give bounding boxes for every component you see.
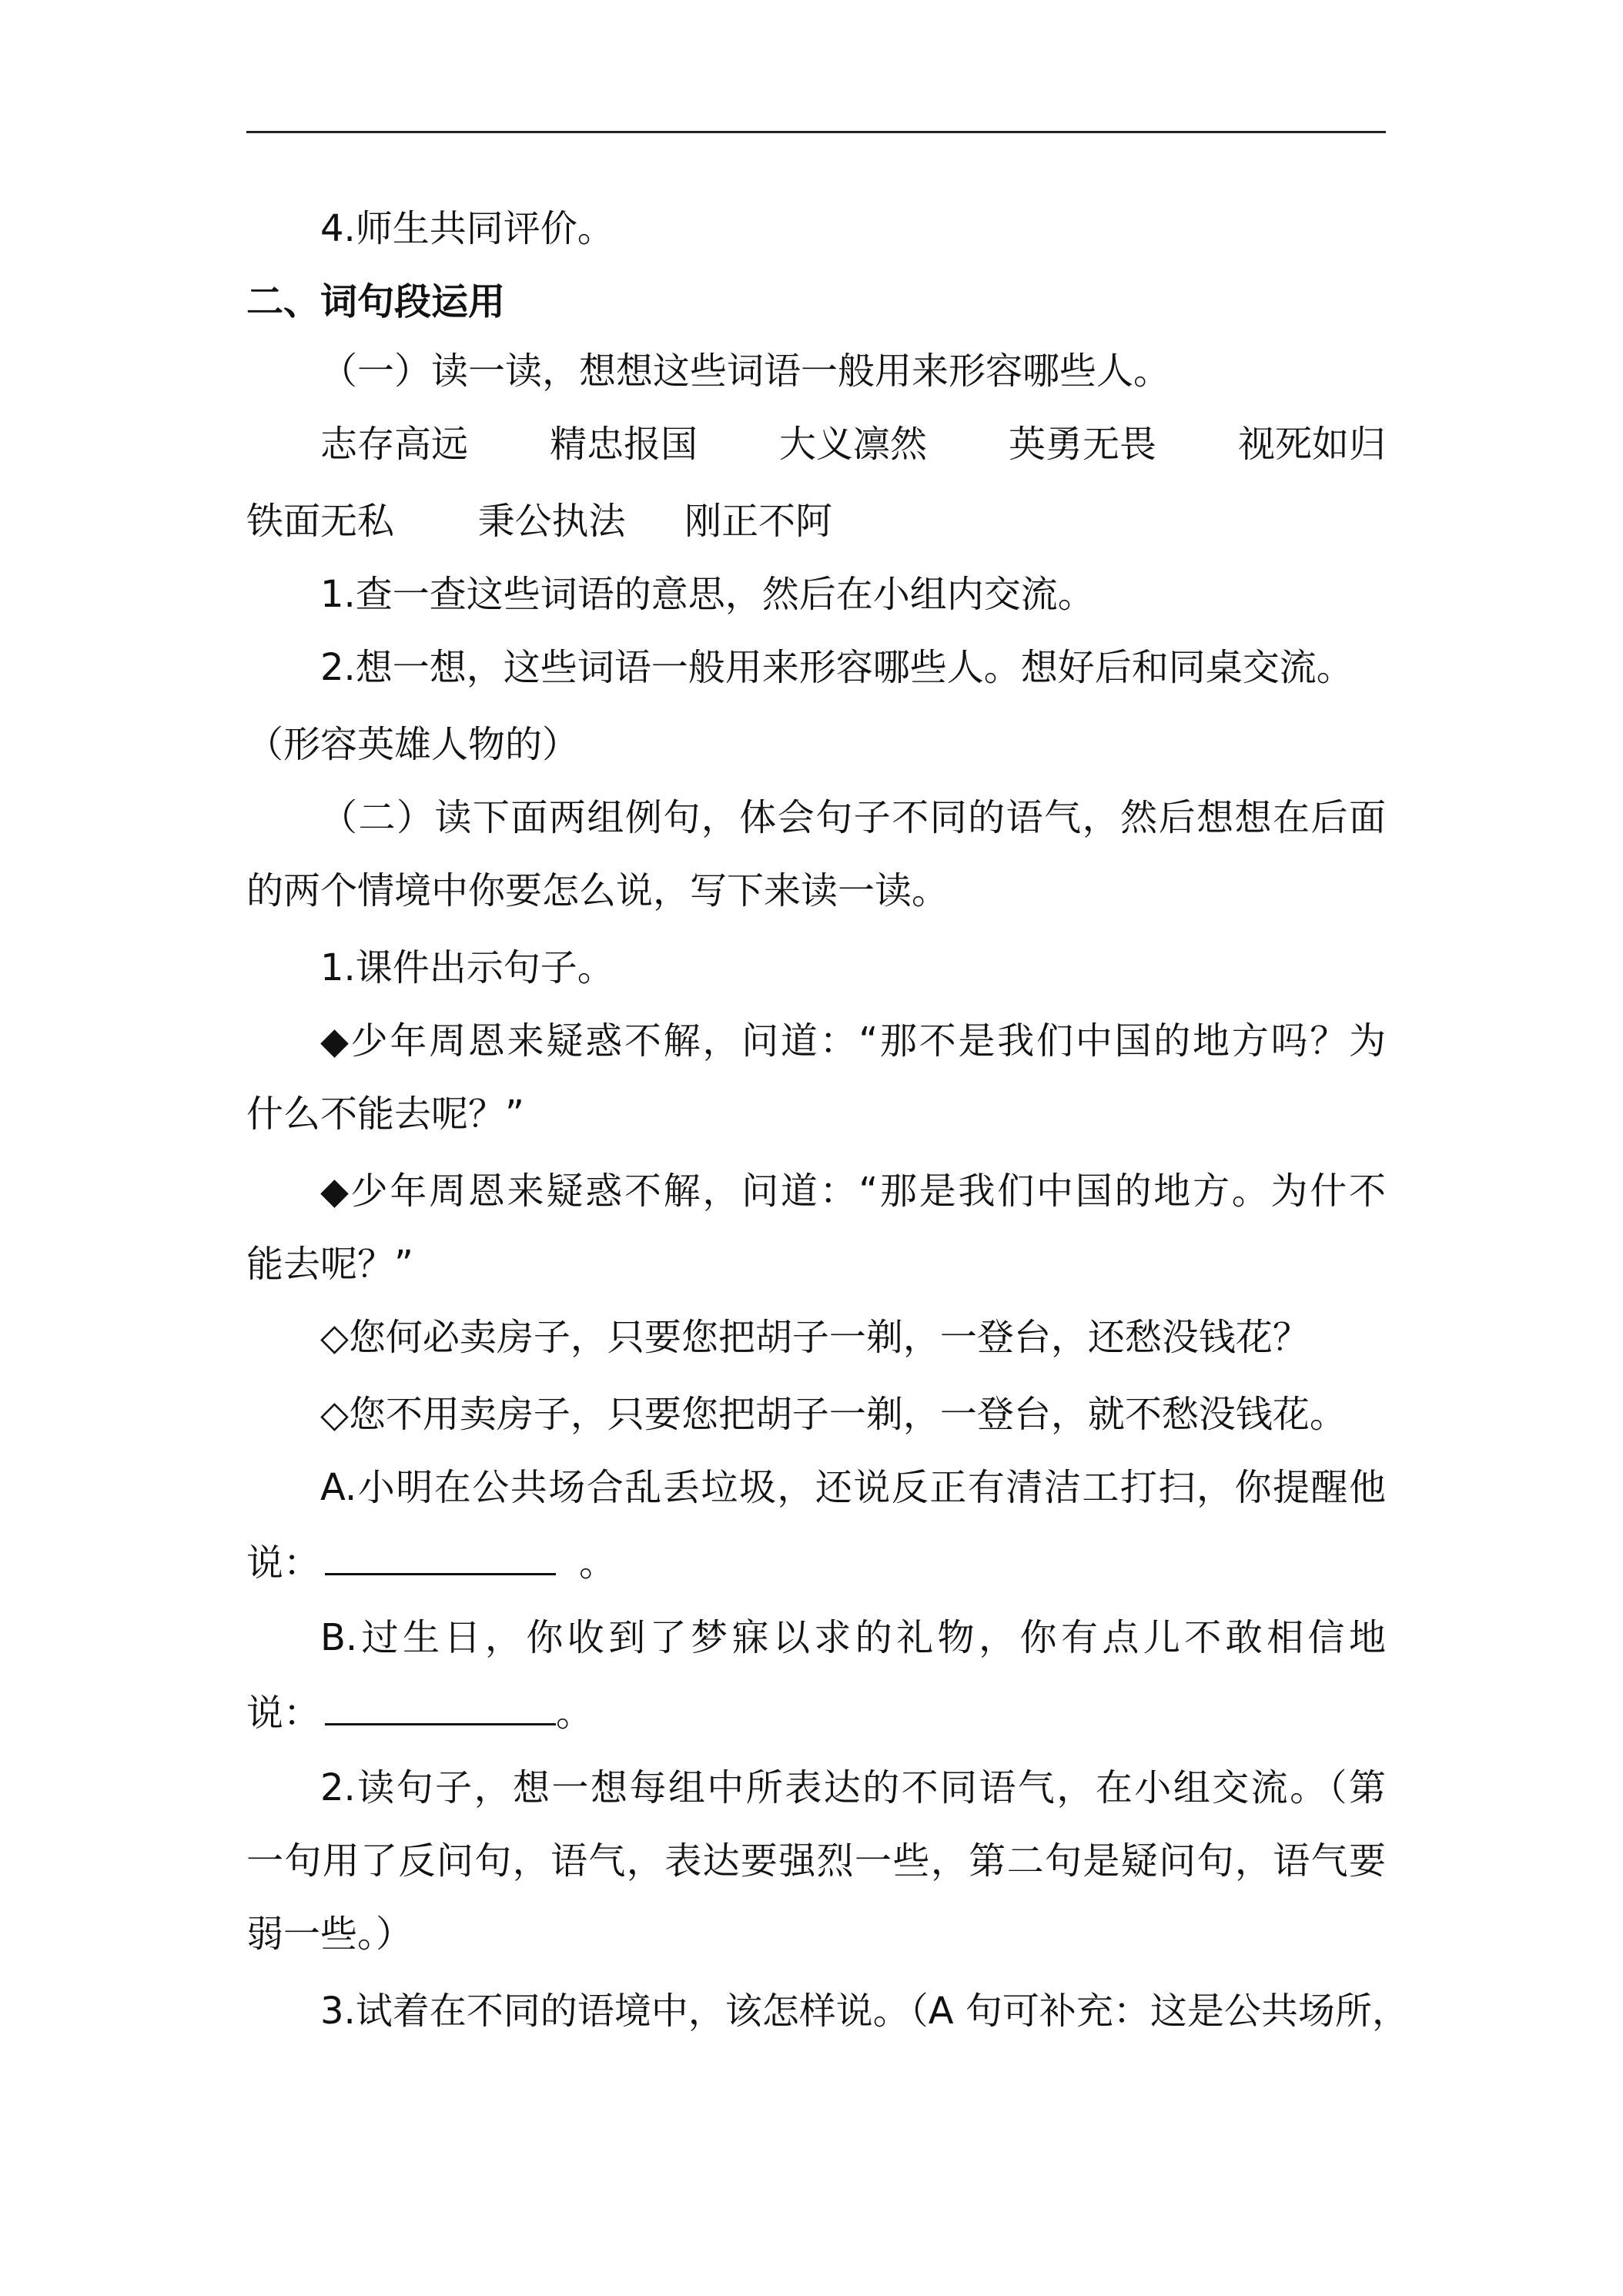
answer-blank-b[interactable] xyxy=(325,1686,556,1725)
task-2-answer: （形容英雄人物的） xyxy=(246,723,580,766)
word-item: 精忠报国 xyxy=(549,423,698,466)
word-item: 志存高远 xyxy=(320,423,469,466)
scenario-a-answer-line xyxy=(246,1536,1386,1585)
scenario-b-answer-line xyxy=(246,1686,1386,1735)
word-list-row-1 xyxy=(246,420,1386,469)
step-2: 2.读句子，想一想每组中所表达的不同语气，在小组交流。（第 xyxy=(320,1766,1386,1809)
header-rule xyxy=(246,131,1386,133)
answer-prefix: 说： xyxy=(246,1692,321,1735)
subsection-2-title-a: （二）读下面两组例句，体会句子不同的语气，然后想想在后面 xyxy=(320,796,1386,839)
example-2b: ◇您不用卖房子，只要您把胡子一剃，一登台，就不愁没钱花。 xyxy=(320,1393,1347,1436)
item-4-evaluation: 4.师生共同评价。 xyxy=(320,207,614,250)
example-1a: ◆少年周恩来疑惑不解，问道：“那不是我们中国的地方吗？为 xyxy=(320,1019,1386,1063)
scenario-b: B.过生日，你收到了梦寐以求的礼物，你有点儿不敢相信地 xyxy=(320,1616,1386,1659)
word-item: 刚正不阿 xyxy=(684,500,833,543)
subsection-2-title-b: 的两个情境中你要怎么说，写下来读一读。 xyxy=(246,869,949,912)
word-item: 大义凛然 xyxy=(778,423,927,466)
answer-blank-a[interactable] xyxy=(325,1536,556,1575)
word-item: 秉公执法 xyxy=(477,500,626,543)
word-item: 英勇无畏 xyxy=(1008,423,1156,466)
task-2: 2.想一想，这些词语一般用来形容哪些人。想好后和同桌交流。 xyxy=(320,646,1354,689)
step-2-end: 弱一些。） xyxy=(246,1913,413,1956)
task-1: 1.查一查这些词语的意思，然后在小组内交流。 xyxy=(320,573,1095,616)
word-list-row-2 xyxy=(246,497,1386,546)
word-item: 铁面无私 xyxy=(246,500,395,543)
example-1b-cont: 能去呢？” xyxy=(246,1243,413,1286)
step-2-cont: 一句用了反问句，语气，表达要强烈一些，第二句是疑问句，语气要 xyxy=(246,1839,1386,1883)
example-2a: ◇您何必卖房子，只要您把胡子一剃，一登台，还愁没钱花？ xyxy=(320,1316,1310,1359)
answer-suffix: 。 xyxy=(556,1692,594,1735)
subsection-1-title: （一）读一读，想想这些词语一般用来形容哪些人。 xyxy=(320,350,1171,393)
scenario-a: A.小明在公共场合乱丢垃圾，还说反正有清洁工打扫，你提醒他 xyxy=(320,1466,1386,1509)
answer-suffix: 。 xyxy=(579,1541,617,1585)
example-1b: ◆少年周恩来疑惑不解，问道：“那是我们中国的地方。为什不 xyxy=(320,1170,1386,1213)
step-1: 1.课件出示句子。 xyxy=(320,946,614,989)
step-3: 3.试着在不同的语境中，该怎样说。（A 句可补充：这是公共场所， xyxy=(320,1990,1409,2033)
example-1a-cont: 什么不能去呢？” xyxy=(246,1093,524,1136)
word-item: 视死如归 xyxy=(1237,423,1386,466)
answer-prefix: 说： xyxy=(246,1541,321,1585)
section-heading: 二、词句段运用 xyxy=(246,280,506,323)
